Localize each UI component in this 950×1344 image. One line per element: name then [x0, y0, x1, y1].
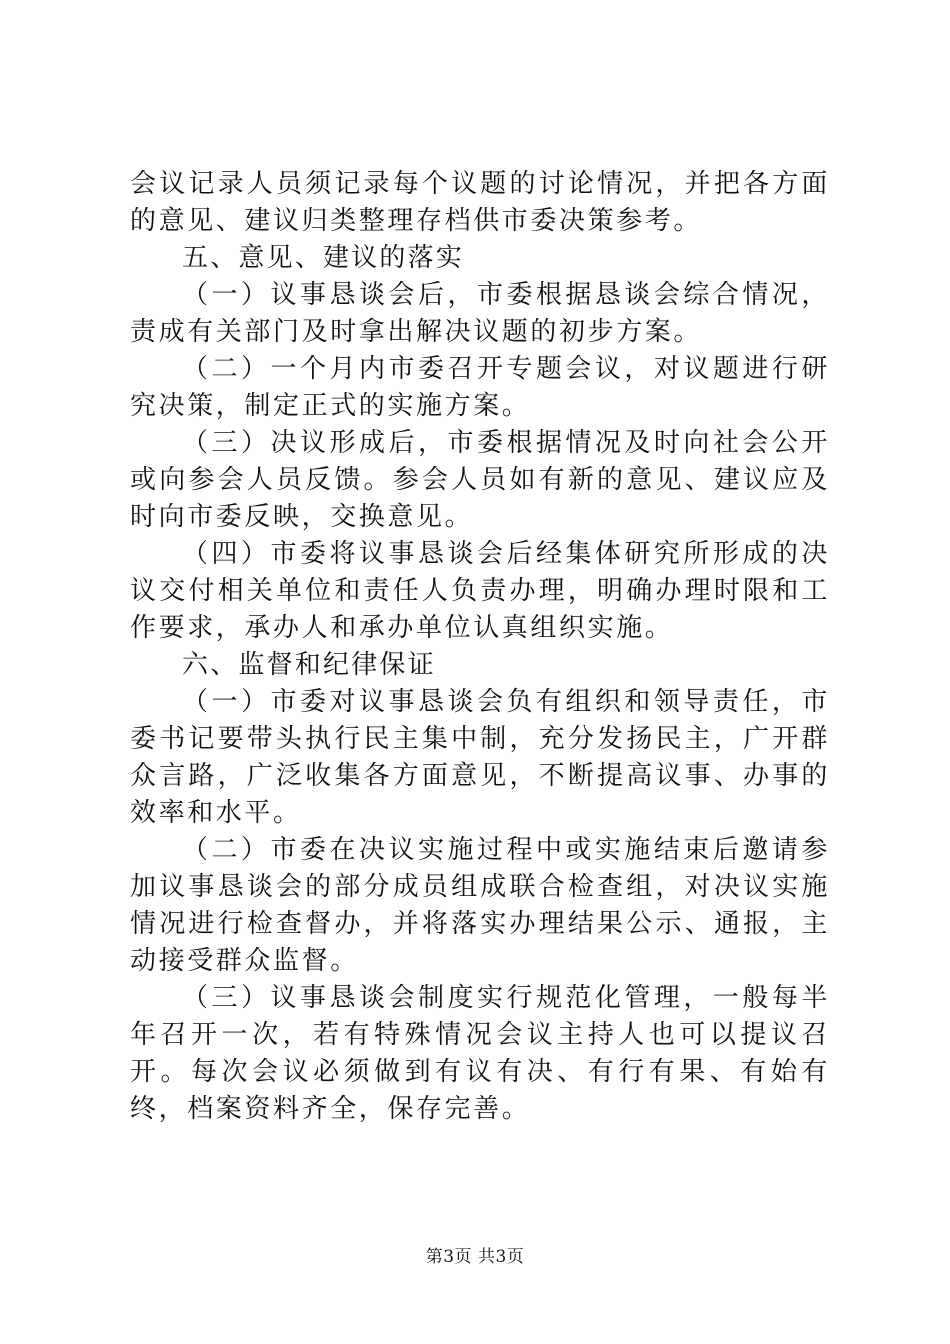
paragraph-5-2: （二）一个月内市委召开专题会议，对议题进行研究决策，制定正式的实施方案。 — [130, 354, 830, 421]
paragraph-5-1: （一）议事恳谈会后，市委根据恳谈会综合情况，责成有关部门及时拿出解决议题的初步方案。 — [130, 280, 830, 347]
paragraph-6-1: （一）市委对议事恳谈会负有组织和领导责任，市委书记要带头执行民主集中制，充分发扬民主，广开群众言路，广泛收集各方面意见，不断提高议事、办事的效率和水平。 — [130, 687, 830, 828]
paragraph-continuation: 会议记录人员须记录每个议题的讨论情况，并把各方面的意见、建议归类整理存档供市委决策参考。 — [130, 169, 830, 236]
document-body — [130, 166, 830, 1128]
paragraph-6-3: （三）议事恳谈会制度实行规范化管理，一般每半年召开一次，若有特殊情况会议主持人也可以提议召开。每次会议必须做到有议有决、有行有果、有始有终，档案资料齐全，保存完善。 — [130, 983, 830, 1124]
page-number-label: 第3页 共3页 — [425, 1247, 525, 1267]
paragraph-5-4: （四）市委将议事恳谈会后经集体研究所形成的决议交付相关单位和责任人负责办理，明确办理时限和工作要求，承办人和承办单位认真组织实施。 — [130, 539, 830, 643]
page-footer — [0, 1242, 950, 1267]
paragraph-6-2: （二）市委在决议实施过程中或实施结束后邀请参加议事恳谈会的部分成员组成联合检查组，对决议实施情况进行检查督办，并将落实办理结果公示、通报，主动接受群众监督。 — [130, 835, 830, 976]
section-heading-5: 五、意见、建议的落实 — [182, 243, 465, 273]
paragraph-5-3: （三）决议形成后，市委根据情况及时向社会公开或向参会人员反馈。参会人员如有新的意见、建议应及时向市委反映，交换意见。 — [130, 428, 830, 532]
section-heading-6: 六、监督和纪律保证 — [182, 650, 436, 680]
